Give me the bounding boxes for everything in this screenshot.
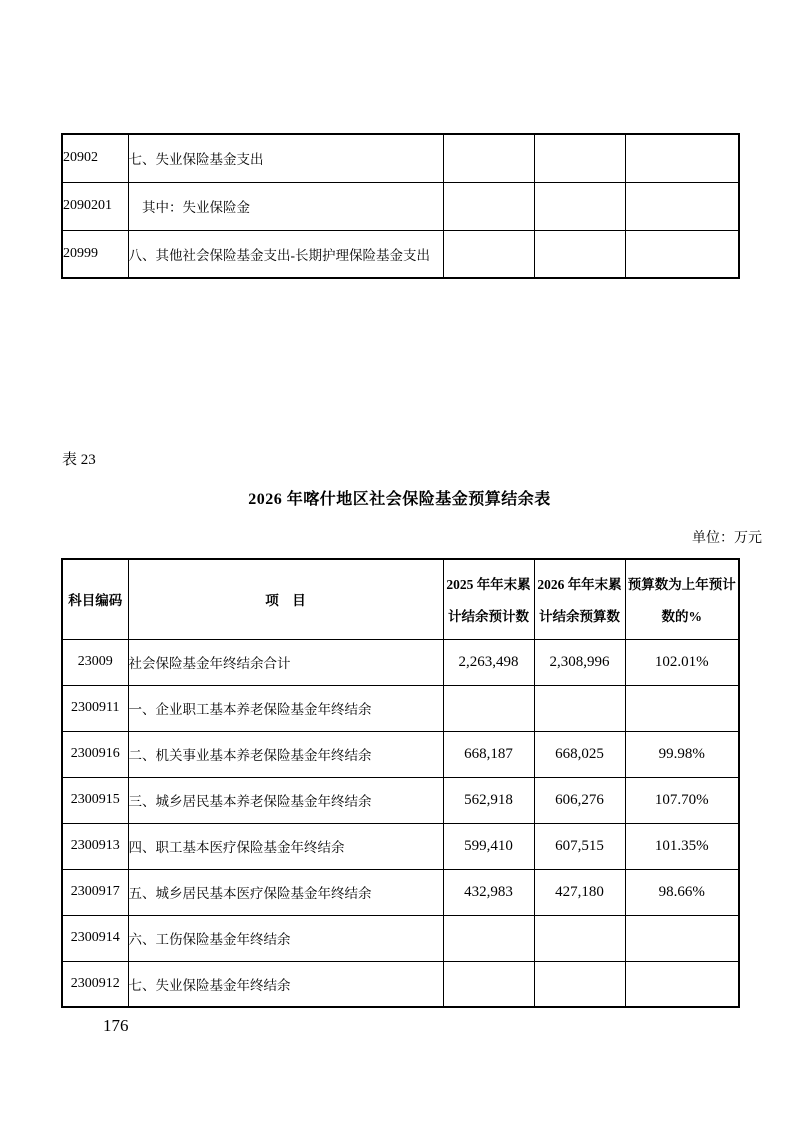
subject-code-cell: 23009 [62, 639, 128, 685]
percent-cell [625, 915, 739, 961]
value-2025-cell [443, 915, 534, 961]
subject-code-cell: 2300911 [62, 685, 128, 731]
value-2026-cell: 668,025 [534, 731, 625, 777]
percent-cell [625, 685, 739, 731]
percent-cell [625, 182, 739, 230]
subject-code-cell: 2300912 [62, 961, 128, 1007]
percent-cell: 107.70% [625, 777, 739, 823]
table-row [62, 685, 739, 731]
value-2026-cell [534, 685, 625, 731]
item-cell: 七、失业保险基金支出 [128, 134, 443, 182]
item-cell: 社会保险基金年终结余合计 [128, 639, 443, 685]
header-2025-lines [444, 561, 534, 637]
table-row [62, 639, 739, 685]
value-2026-cell: 607,515 [534, 823, 625, 869]
percent-cell: 101.35% [625, 823, 739, 869]
header-line: 数的% [661, 609, 702, 625]
header-2025-balance [443, 559, 534, 639]
table-row [62, 777, 739, 823]
subject-code-cell: 2300914 [62, 915, 128, 961]
percent-cell: 102.01% [625, 639, 739, 685]
unit-label: 单位：万元 [692, 531, 762, 546]
item-cell: 六、工伤保险基金年终结余 [128, 915, 443, 961]
value-2025-cell [443, 230, 534, 278]
percent-cell [625, 134, 739, 182]
header-line: 2026 年年末累 [537, 577, 622, 593]
item-cell: 二、机关事业基本养老保险基金年终结余 [128, 731, 443, 777]
value-2025-cell [443, 961, 534, 1007]
value-2026-cell: 2,308,996 [534, 639, 625, 685]
subject-code-cell: 2300916 [62, 731, 128, 777]
percent-cell: 99.98% [625, 731, 739, 777]
value-2025-cell [443, 685, 534, 731]
subject-code-cell: 2300913 [62, 823, 128, 869]
value-2025-cell: 562,918 [443, 777, 534, 823]
value-2026-cell [534, 182, 625, 230]
header-2026-balance [534, 559, 625, 639]
item-cell: 四、职工基本医疗保险基金年终结余 [128, 823, 443, 869]
item-cell: 三、城乡居民基本养老保险基金年终结余 [128, 777, 443, 823]
item-cell: 七、失业保险基金年终结余 [128, 961, 443, 1007]
subject-code-cell: 20999 [62, 230, 128, 278]
table-row [62, 134, 739, 182]
value-2026-cell [534, 230, 625, 278]
item-cell: 其中：失业保险金 [128, 182, 443, 230]
header-line: 计结余预算数 [539, 609, 620, 625]
header-2026-lines [535, 561, 625, 637]
item-cell: 八、其他社会保险基金支出-长期护理保险基金支出 [128, 230, 443, 278]
value-2026-cell [534, 915, 625, 961]
table-row [62, 961, 739, 1007]
subject-code-cell: 2090201 [62, 182, 128, 230]
header-item: 项 目 [128, 559, 443, 639]
item-cell: 五、城乡居民基本医疗保险基金年终结余 [128, 869, 443, 915]
header-subject-code: 科目编码 [62, 559, 128, 639]
table-row [62, 230, 739, 278]
value-2025-cell: 668,187 [443, 731, 534, 777]
page-title: 2026 年喀什地区社会保险基金预算结余表 [248, 491, 551, 508]
value-2025-cell [443, 134, 534, 182]
subject-code-cell: 2300915 [62, 777, 128, 823]
value-2025-cell [443, 182, 534, 230]
header-line: 计结余预计数 [448, 609, 529, 625]
budget-balance-table [61, 558, 740, 1008]
value-2026-cell: 427,180 [534, 869, 625, 915]
table-row [62, 182, 739, 230]
value-2026-cell [534, 961, 625, 1007]
percent-cell: 98.66% [625, 869, 739, 915]
value-2026-cell [534, 134, 625, 182]
expense-table-continuation [61, 133, 740, 279]
table-row [62, 823, 739, 869]
item-cell: 一、企业职工基本养老保险基金年终结余 [128, 685, 443, 731]
page-number: 176 [103, 1016, 129, 1035]
subject-code-cell: 20902 [62, 134, 128, 182]
header-row [62, 559, 739, 639]
value-2026-cell: 606,276 [534, 777, 625, 823]
table-row [62, 915, 739, 961]
value-2025-cell: 2,263,498 [443, 639, 534, 685]
percent-cell [625, 961, 739, 1007]
table-row [62, 731, 739, 777]
header-percent [625, 559, 739, 639]
table-label: 表 23 [62, 452, 96, 468]
subject-code-cell: 2300917 [62, 869, 128, 915]
header-line: 2025 年年末累 [446, 577, 531, 593]
percent-cell [625, 230, 739, 278]
header-percent-lines [626, 561, 739, 637]
value-2025-cell: 599,410 [443, 823, 534, 869]
value-2025-cell: 432,983 [443, 869, 534, 915]
table-row [62, 869, 739, 915]
header-line: 预算数为上年预计 [627, 577, 736, 593]
